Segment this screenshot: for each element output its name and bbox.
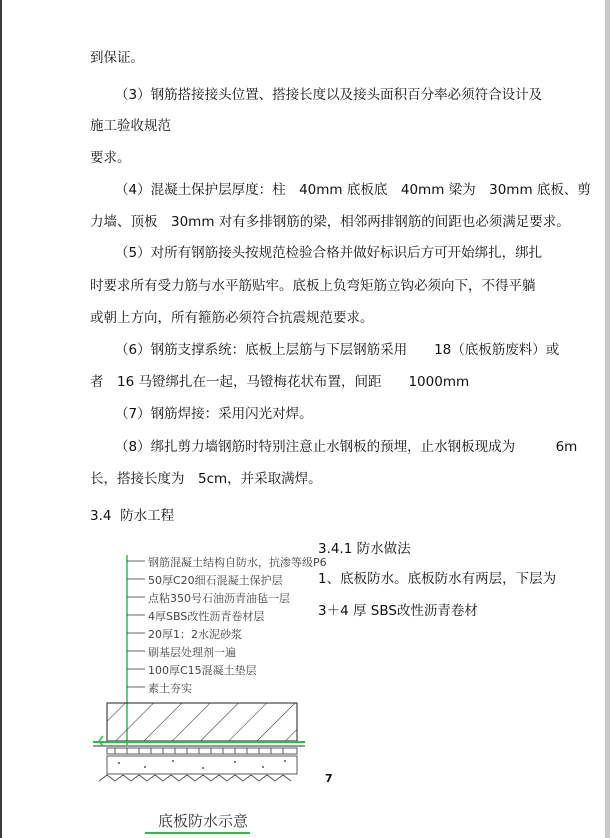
legend-item: 素土夯实	[148, 682, 192, 695]
legend-item: 50厚C20细石混凝土保护层	[148, 574, 283, 587]
section-title: 防水工程	[120, 508, 175, 524]
paragraph-line: （3）钢筋搭接接头位置、搭接长度以及接头面积百分率必须符合设计及	[115, 87, 543, 103]
legend-item: 20厚1：2水泥砂浆	[148, 628, 242, 641]
legend-item: 100厚C15混凝土垫层	[148, 664, 257, 677]
paragraph-line: （8）绑扎剪力墙钢筋时特别注意止水钢板的预埋，止水钢板现成为 6m	[115, 439, 578, 455]
caption-underline	[145, 832, 250, 834]
paragraph-line: （5）对所有钢筋接头按规范检验合格并做好标识后方可开始绑扎，绑扎	[115, 245, 543, 261]
paragraph-line: 力墙、顶板 30mm 对有多排钢筋的梁，相邻两排钢筋的间距也必须满足要求。	[90, 214, 570, 230]
page-left-border	[0, 0, 2, 838]
subsection-line: 1、底板防水。底板防水有两层，下层为	[318, 571, 557, 587]
paragraph-line: 到保证。	[90, 50, 144, 66]
paragraph-line: 时要求所有受力筋与水平筋贴牢。底板上负弯矩筋立钩必须向下，不得平躺	[90, 278, 536, 294]
legend-item: 刷基层处理剂一遍	[148, 646, 236, 659]
paragraph-line: 长，搭接长度为 5cm，并采取满焊。	[90, 471, 322, 487]
compacted-soil	[99, 775, 291, 781]
paragraph-line: （4）混凝土保护层厚度：柱 40mm 底板底 40mm 梁为 30mm 底板、剪	[115, 182, 591, 198]
paragraph-line: 要求。	[90, 150, 131, 166]
paragraph-line: 施工验收规范	[90, 118, 171, 134]
page-right-shadow	[605, 0, 610, 838]
legend-item: 4厚SBS改性沥青卷材层	[148, 610, 265, 623]
diagram-caption: 底板防水示意	[158, 812, 249, 830]
subsection-heading: 3.4.1 防水做法	[318, 541, 411, 557]
concrete-slab	[107, 703, 297, 741]
paragraph-line: 或朝上方向，所有箍筋必须符合抗震规范要求。	[90, 310, 374, 326]
subsection-line: 3＋4 厚 SBS改性沥青卷材	[318, 603, 478, 619]
section-heading	[90, 504, 174, 524]
concrete-base-layer	[107, 756, 297, 774]
paragraph-line: （6）钢筋支撑系统：底板上层筋与下层钢筋采用 18（底板筋废料）或	[115, 342, 560, 358]
paragraph-line: 者 16 马镫绑扎在一起，马镫梅花状布置，间距 1000mm	[90, 374, 470, 390]
section-number: 3.4	[90, 508, 112, 524]
page-number: 7	[325, 772, 333, 785]
paragraph-line: （7）钢筋焊接：采用闪光对焊。	[115, 406, 313, 422]
legend-item: 点粘350号石油沥青油毡一层	[148, 592, 290, 605]
legend-item: 钢筋混凝土结构自防水，抗渗等级P6	[148, 556, 327, 569]
